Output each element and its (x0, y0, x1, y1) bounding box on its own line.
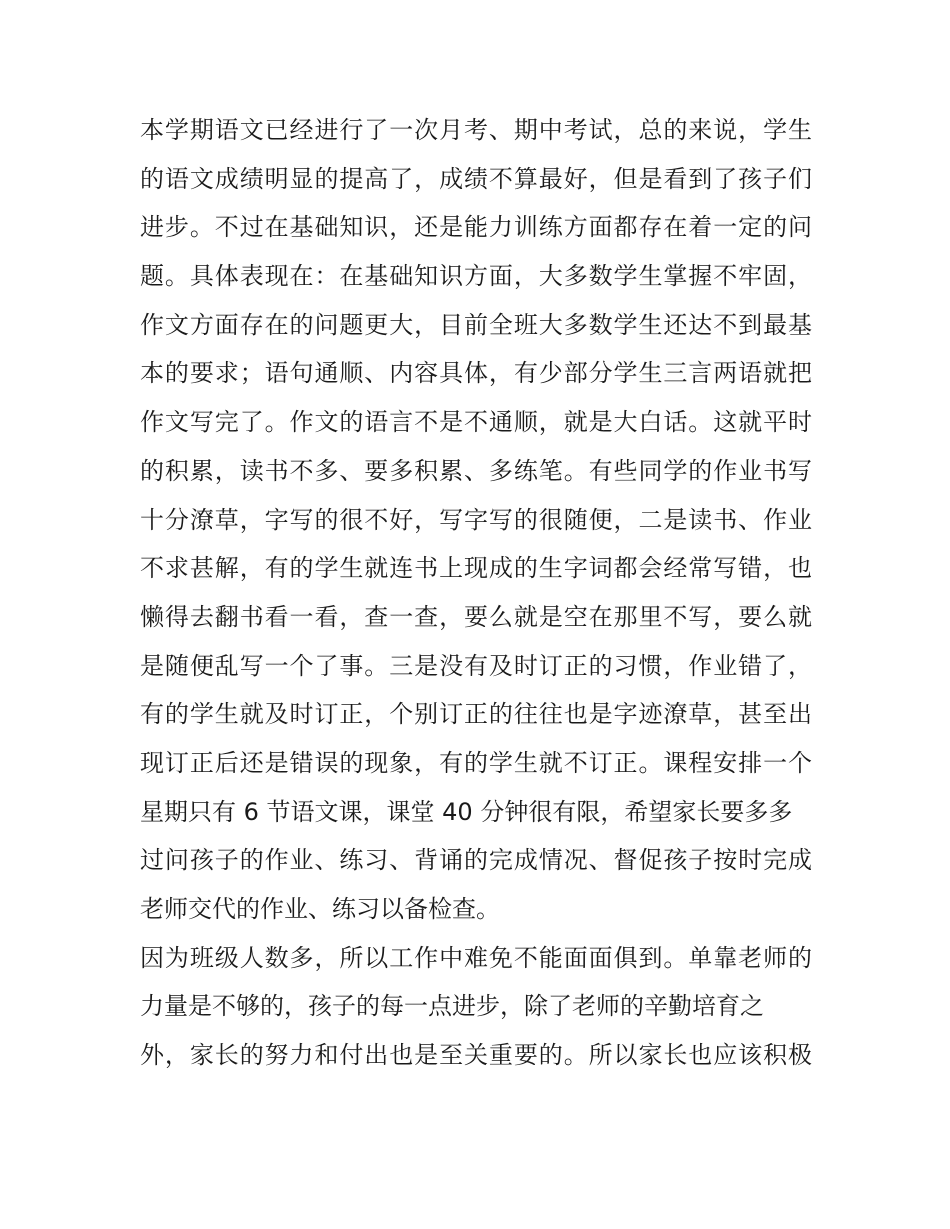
text-line: 进步。不过在基础知识，还是能力训练方面都存在着一定的问 (140, 213, 812, 242)
text-line: 十分潦草，字写的很不好，写字写的很随便，二是读书、作业 (140, 505, 812, 534)
paragraph-2 (140, 934, 812, 1080)
paragraph-1 (140, 106, 812, 934)
document-body (140, 106, 812, 1080)
text-line: 懒得去翻书看一看，查一查，要么就是空在那里不写，要么就 (140, 602, 812, 631)
text-line: 星期只有 6 节语文课，课堂 40 分钟很有限，希望家长要多多 (140, 797, 793, 826)
text-line: 作文写完了。作文的语言不是不通顺，就是大白话。这就平时 (140, 408, 812, 437)
text-line: 现订正后还是错误的现象，有的学生就不订正。课程安排一个 (140, 748, 812, 777)
text-line: 过问孩子的作业、练习、背诵的完成情况、督促孩子按时完成 (140, 846, 812, 875)
text-line: 因为班级人数多，所以工作中难免不能面面俱到。单靠老师的 (140, 943, 812, 972)
text-line: 不求甚解，有的学生就连书上现成的生字词都会经常写错，也 (140, 554, 812, 583)
text-line: 本学期语文已经进行了一次月考、期中考试，总的来说，学生 (140, 116, 812, 144)
text-line: 老师交代的作业、练习以备检查。 (140, 895, 500, 923)
text-line: 是随便乱写一个了事。三是没有及时订正的习惯，作业错了， (140, 651, 812, 680)
text-line: 本的要求；语句通顺、内容具体，有少部分学生三言两语就把 (140, 359, 812, 388)
text-line: 有的学生就及时订正，个别订正的往往也是字迹潦草，甚至出 (140, 700, 812, 729)
text-line: 的积累，读书不多、要多积累、多练笔。有些同学的作业书写 (140, 456, 812, 485)
text-line: 题。具体表现在：在基础知识方面，大多数学生掌握不牢固， (140, 262, 812, 291)
text-line: 的语文成绩明显的提高了，成绩不算最好，但是看到了孩子们 (140, 164, 812, 193)
text-line: 力量是不够的，孩子的每一点进步，除了老师的辛勤培育之 (140, 992, 764, 1021)
text-line: 外，家长的努力和付出也是至关重要的。所以家长也应该积极 (140, 1041, 812, 1070)
text-line: 作文方面存在的问题更大，目前全班大多数学生还达不到最基 (140, 310, 812, 339)
